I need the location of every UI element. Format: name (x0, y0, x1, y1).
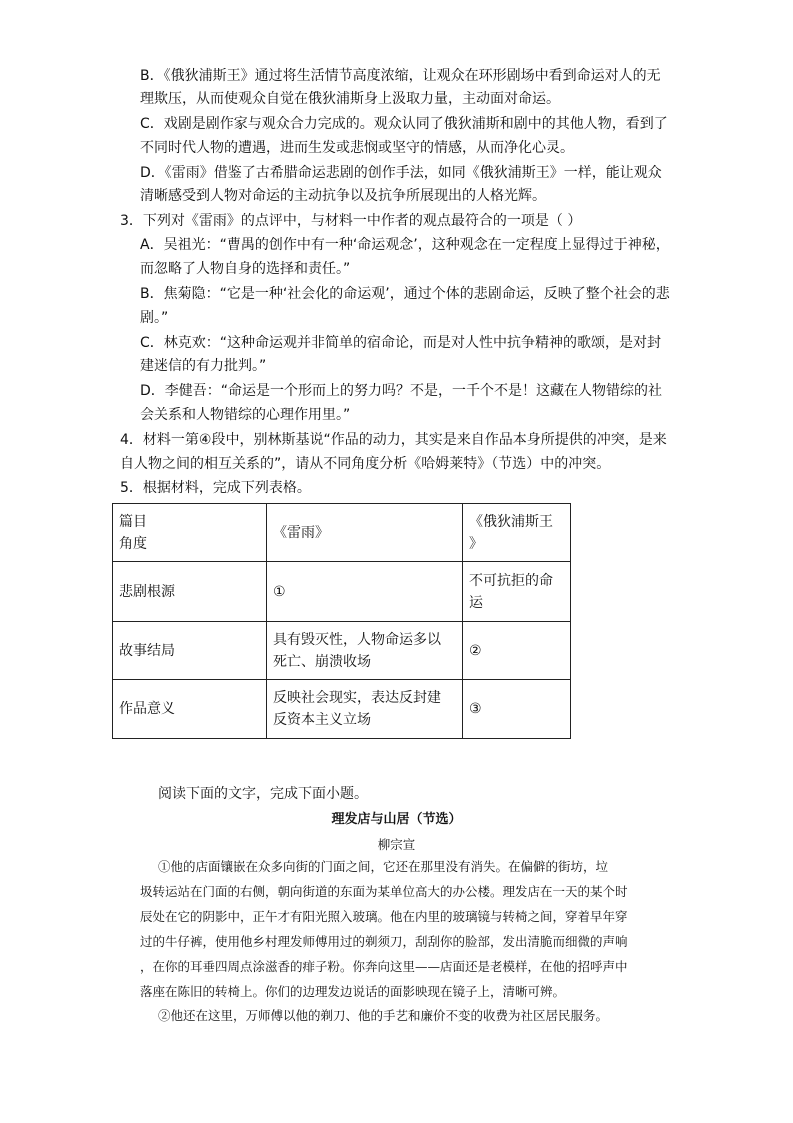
passage-p1-line-4: 过的牛仔裤，使用他乡村理发师傅用过的剃须刀，刮刮你的脸部，发出清脆而细微的声响 (140, 934, 628, 949)
passage-author: 柳宗宣 (377, 837, 416, 852)
column-header-oedipus-line-2: 》 (469, 535, 483, 552)
q3-option-a-line-2: 而忽略了人物自身的选择和责任。” (140, 261, 351, 277)
q5-stem: 5．根据材料，完成下列表格。 (120, 480, 311, 496)
q4-line-1: 4．材料一第④段中，别林斯基说“作品的动力，其实是来自作品本身所提供的冲突，是来 (120, 432, 667, 448)
q3-option-c-line-2: 建迷信的有力批判。” (140, 358, 267, 374)
passage-p1-line-6: 落座在陈旧的转椅上。你们的边理发边说话的面影映现在镜子上，清晰可辨。 (140, 984, 566, 999)
column-header-leiyu-text: 《雷雨》 (273, 524, 329, 541)
reading-intro: 阅读下面的文字，完成下面小题。 (158, 786, 368, 802)
table-row (113, 622, 571, 680)
q2-option-c-line-2: 不同时代人物的遭遇，进而生发或悲悯或坚守的情感，从而净化心灵。 (140, 140, 574, 156)
cell-line: 反映社会现实，表达反封建 (273, 690, 441, 706)
table-corner-cell (113, 504, 267, 562)
q2-option-b-line-1: B．《俄狄浦斯王》通过将生活情节高度浓缩，让观众在环形剧场中看到命运对人的无 (140, 68, 661, 84)
table-row (113, 562, 571, 622)
table-cell (463, 680, 571, 739)
q2-option-d-line-2: 清晰感受到人物对命运的主动抗争以及抗争所展现出的人格光辉。 (140, 188, 546, 204)
row-label: 作品意义 (113, 680, 267, 739)
q3-option-d-line-2: 会关系和人物错综的心理作用里。” (140, 407, 351, 423)
corner-header-bottom: 角度 (119, 535, 147, 552)
column-header-leiyu (267, 504, 463, 562)
cell-line: ① (273, 583, 286, 600)
table-cell (267, 680, 463, 739)
cell-line: ③ (469, 701, 482, 717)
passage-p1-line-1: ①他的店面镶嵌在众多向街的门面之间，它还在那里没有消失。在偏僻的街坊，垃 (158, 859, 609, 874)
cell-line: 具有毁灭性，人物命运多以 (273, 631, 441, 648)
q4-line-2: 自人物之间的相互关系的”，请从不同角度分析《哈姆莱特》（节选）中的冲突。 (120, 456, 611, 472)
q3-option-a-line-1: A．吴祖光：“曹禺的创作中有一种‘命运观念’，这种观念在一定程度上显得过于神秘， (140, 237, 670, 253)
passage-p1-line-5: ，在你的耳垂四周点涂滋香的痱子粉。你奔向这里——店面还是老模样，在他的招呼声中 (140, 959, 628, 974)
row-label: 故事结局 (113, 622, 267, 680)
table-cell (267, 562, 463, 622)
cell-line: 反资本主义立场 (273, 712, 371, 728)
passage-p2-line-1: ②他还在这里，万师傅以他的剃刀、他的手艺和廉价不变的收费为社区居民服务。 (158, 1008, 609, 1023)
cell-line: ② (469, 642, 482, 659)
cell-line: 不可抗拒的命 (469, 572, 553, 589)
passage-title: 理发店与山居（节选） (331, 812, 462, 827)
q2-option-c-line-1: C．戏剧是剧作家与观众合力完成的。观众认同了俄狄浦斯和剧中的其他人物，看到了 (140, 116, 668, 132)
passage-p1-line-2: 圾转运站在门面的右侧，朝向街道的东面为某单位高大的办公楼。理发店在一天的某个时 (140, 884, 628, 899)
table-cell (463, 562, 571, 622)
row-label: 悲剧根源 (113, 562, 267, 622)
q3-option-b-line-1: B．焦菊隐：“它是一种‘社会化的命运观’，通过个体的悲剧命运，反映了整个社会的悲 (140, 286, 670, 302)
table-header-row (113, 504, 571, 562)
column-header-oedipus-line-1: 《俄狄浦斯王 (469, 513, 553, 530)
corner-header-top: 篇目 (119, 513, 147, 530)
q3-option-c-line-1: C．林克欢：“这种命运观并非简单的宿命论，而是对人性中抗争精神的歌颂，是对封 (140, 335, 662, 351)
cell-line: 运 (469, 594, 483, 611)
q3-option-d-line-1: D．李健吾：“命运是一个形而上的努力吗？不是，一千个不是！这藏在人物错综的社 (140, 383, 663, 399)
passage-p1-line-3: 辰处在它的阴影中，正午才有阳光照入玻璃。他在内里的玻璃镜与转椅之间，穿着早年穿 (140, 909, 628, 924)
table-cell (463, 622, 571, 680)
table-cell (267, 622, 463, 680)
table-row (113, 680, 571, 739)
column-header-oedipus (463, 504, 571, 562)
q2-option-b-line-2: 理欺压，从而使观众自觉在俄狄浦斯身上汲取力量，主动面对命运。 (140, 91, 560, 107)
q2-option-d-line-1: D．《雷雨》借鉴了古希腊命运悲剧的创作手法，如同《俄狄浦斯王》一样，能让观众 (140, 165, 662, 181)
cell-line: 死亡、崩溃收场 (273, 653, 371, 670)
comparison-table (112, 503, 571, 739)
q3-stem: 3．下列对《雷雨》的点评中，与材料一中作者的观点最符合的一项是（ ） (120, 213, 582, 229)
q3-option-b-line-2: 剧。” (140, 310, 169, 326)
